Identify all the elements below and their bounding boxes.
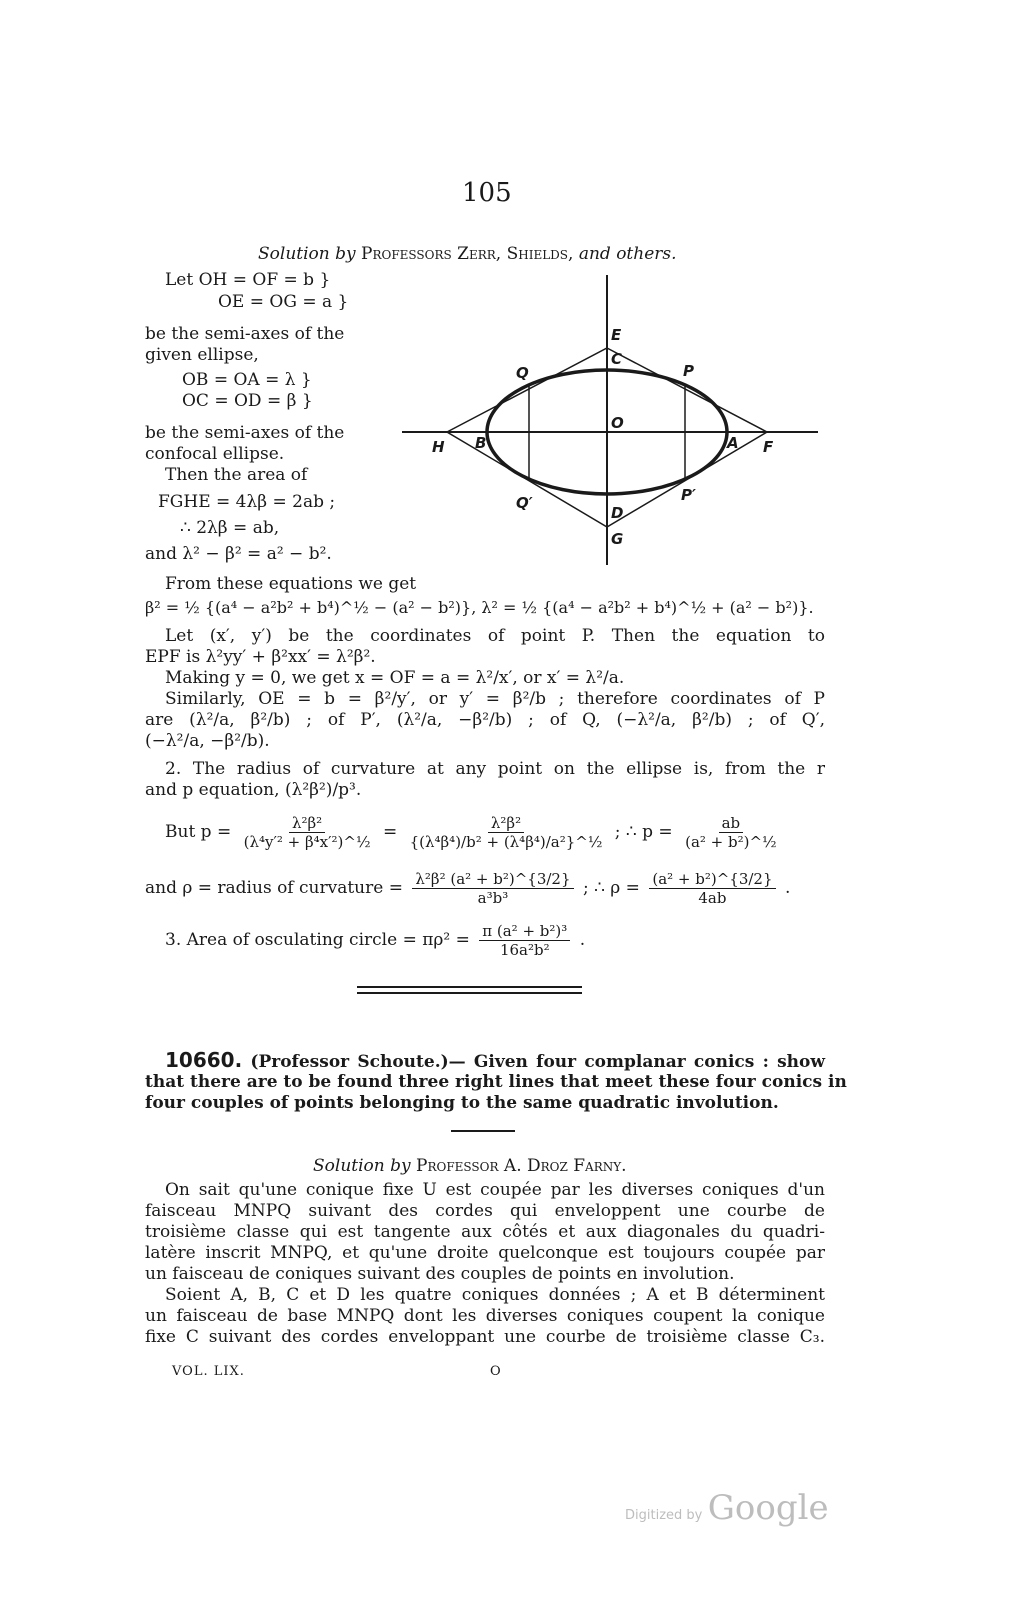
numerator: (a² + b²)^{3/2}: [649, 870, 775, 889]
label-g: G: [611, 530, 624, 548]
text-line: Let (x′, y′) be the coordinates of point P. Then the equation to: [165, 626, 825, 646]
label-q-prime: Q′: [516, 494, 533, 512]
numerator: ab: [719, 814, 744, 833]
eq-mid: ; ∴ p =: [614, 822, 673, 842]
heading-italic: Solution by: [258, 244, 356, 264]
but-equation: [165, 812, 784, 852]
text-line: (−λ²/a, −β²/b).: [145, 731, 270, 751]
denominator: (λ⁴y′² + β⁴x′²)^½: [243, 833, 371, 851]
label-f: F: [763, 438, 774, 456]
text-line: On sait qu'une conique fixe U est coupée par les diverses coniques d'un: [165, 1180, 825, 1200]
text-line: OC = OD = β }: [182, 391, 313, 411]
text-line: faisceau MNPQ suivant des cordes qui enveloppent une courbe de: [145, 1201, 825, 1221]
text-line: OB = OA = λ }: [182, 370, 312, 390]
fraction: [412, 870, 573, 907]
fraction: [479, 922, 570, 959]
text-line: be the semi-axes of the: [145, 324, 345, 344]
eq-lead: and ρ = radius of curvature =: [145, 878, 403, 898]
text-line: ∴ 2λβ = ab,: [180, 518, 280, 538]
label-h: H: [432, 438, 445, 456]
solution2-heading: [313, 1156, 627, 1176]
label-o: O: [611, 414, 624, 432]
eq-mid: ; ∴ ρ =: [582, 878, 640, 898]
numerator: λ²β² (a² + b²)^{3/2}: [412, 870, 573, 889]
heading-names: Professor A. Droz Farny.: [416, 1156, 627, 1176]
equals: =: [382, 822, 398, 842]
area-equation: [165, 920, 585, 960]
text-line: From these equations we get: [165, 574, 417, 594]
volume-label: VOL. LIX.: [172, 1364, 245, 1379]
denominator: 4ab: [698, 889, 727, 907]
text-line: Then the area of: [165, 465, 308, 485]
text-line: FGHE = 4λβ = 2ab ;: [158, 492, 336, 512]
heading-names: Professors Zerr, Shields,: [361, 244, 574, 264]
label-q: Q: [516, 364, 529, 382]
denominator: (a² + b²)^½: [685, 833, 777, 851]
fraction: [649, 870, 775, 907]
question-first-line: [165, 1050, 825, 1072]
text-line: given ellipse,: [145, 345, 259, 365]
label-c: C: [611, 350, 623, 368]
google-watermark: [625, 1488, 829, 1528]
eq-end: .: [784, 878, 791, 898]
label-p: P: [683, 362, 694, 380]
label-e: E: [611, 326, 622, 344]
text-line: be the semi-axes of the: [145, 423, 345, 443]
text-line: Similarly, OE = b = β²/y′, or y′ = β²/b ; therefore coordinates of P: [165, 689, 825, 709]
text-line: OE = OG = a }: [218, 292, 349, 312]
denominator: a³b³: [477, 889, 509, 907]
text-line: un faisceau de base MNPQ dont les diverses coniques coupent la conique: [145, 1306, 825, 1326]
text-line: and λ² − β² = a² − b².: [145, 544, 332, 564]
text-line: Soient A, B, C et D les quatre coniques données ; A et B déterminent: [165, 1285, 825, 1305]
text-line: fixe C suivant des cordes enveloppant une courbe de troisième classe C₃.: [145, 1327, 825, 1347]
label-b: B: [475, 434, 487, 452]
heading-tail: and others.: [578, 244, 677, 264]
text-line: EPF is λ²yy′ + β²xx′ = λ²β².: [145, 647, 376, 667]
text-line: 2. The radius of curvature at any point on the ellipse is, from the r: [165, 759, 825, 779]
text-line: (Professor Schoute.)— Given four complanar conics : show: [250, 1052, 825, 1072]
watermark-brand: Google: [707, 1488, 829, 1528]
signature-mark: O: [490, 1364, 501, 1379]
text-line: Let OH = OF = b }: [165, 270, 331, 290]
numerator: λ²β²: [289, 814, 325, 833]
denominator: 16a²b²: [499, 941, 550, 959]
text-line: four couples of points belonging to the same quadratic involution.: [145, 1093, 779, 1113]
text-line: that there are to be found three right lines that meet these four conics in: [145, 1072, 847, 1092]
numerator: λ²β²: [488, 814, 524, 833]
text-line: Making y = 0, we get x = OF = a = λ²/x′, or x′ = λ²/a.: [165, 668, 625, 688]
numerator: π (a² + b²)³: [479, 922, 570, 941]
heading-italic: Solution by: [313, 1156, 411, 1176]
denominator: {(λ⁴β⁴)/b² + (λ⁴β⁴)/a²}^½: [409, 833, 603, 851]
text-line: troisième classe qui est tangente aux côtés et aux diagonales du quadri-: [145, 1222, 825, 1242]
rho-equation: [145, 868, 790, 908]
text-line: and p equation, (λ²β²)/p³.: [145, 780, 362, 800]
text-line: confocal ellipse.: [145, 444, 285, 464]
watermark-prefix: Digitized by: [625, 1508, 703, 1523]
equation-line: β² = ½ {(a⁴ − a²b² + b⁴)^½ − (a² − b²)}, λ² = ½ {(a⁴ − a²b² + b⁴)^½ + (a² − b²)}.: [145, 598, 814, 617]
question-number: 10660.: [165, 1048, 243, 1072]
eq-lead: But p =: [165, 822, 232, 842]
fraction: [407, 814, 606, 851]
eq-lead: 3. Area of osculating circle = πρ² =: [165, 930, 470, 950]
double-rule-bottom: [357, 992, 582, 994]
ellipse-diagram: [0, 0, 1020, 600]
eq-end: .: [579, 930, 586, 950]
label-p-prime: P′: [681, 486, 696, 504]
double-rule-top: [357, 986, 582, 988]
fraction: [682, 814, 780, 851]
short-rule: [451, 1130, 515, 1132]
page-number: 105: [462, 178, 512, 208]
text-line: latère inscrit MNPQ, et qu'une droite quelconque est toujours coupée par: [145, 1243, 825, 1263]
text-line: un faisceau de coniques suivant des couples de points en involution.: [145, 1264, 735, 1284]
label-d: D: [611, 504, 624, 522]
text-line: are (λ²/a, β²/b) ; of P′, (λ²/a, −β²/b) ; of Q, (−λ²/a, β²/b) ; of Q′,: [145, 710, 825, 730]
label-a: A: [727, 434, 739, 452]
fraction: [241, 814, 374, 851]
